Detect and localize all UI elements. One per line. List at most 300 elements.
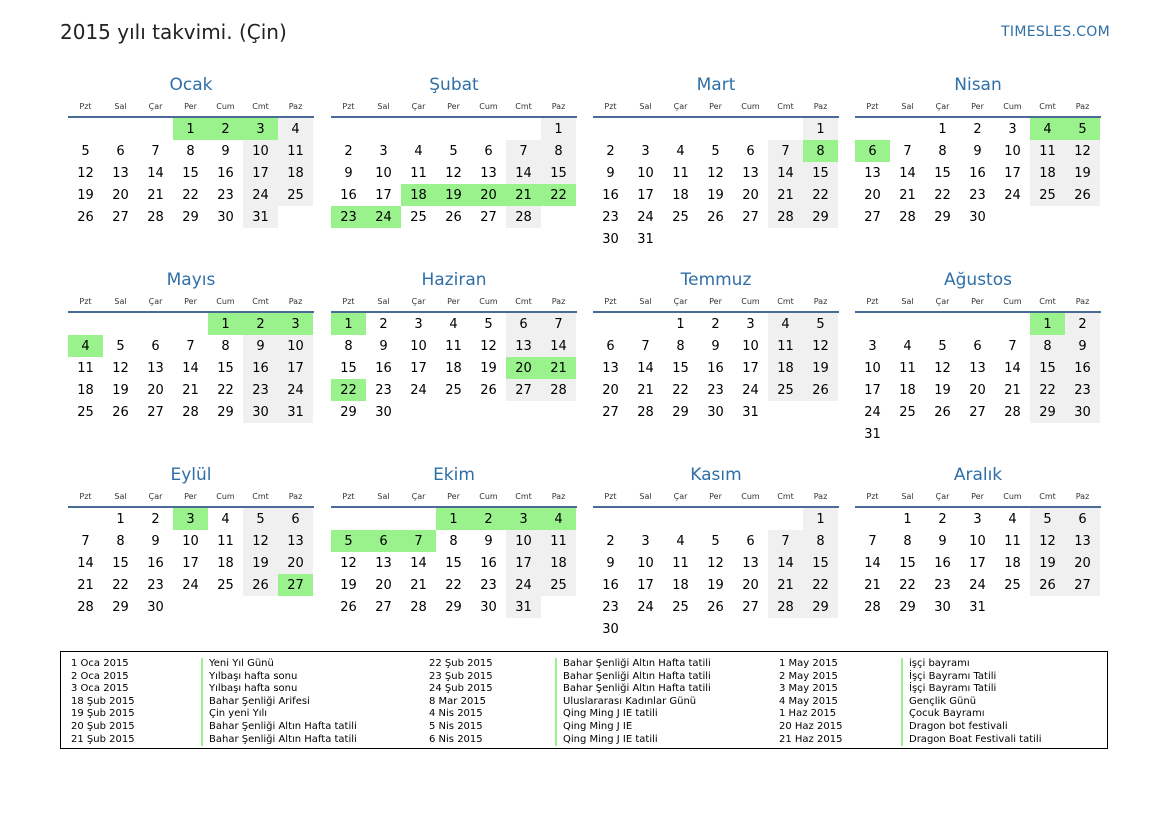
day-cell: 22 [803,184,838,206]
day-grid [331,508,577,618]
day-cell: 28 [182,404,199,420]
legend-holiday-name: Qing Ming J IE tatili [555,734,711,747]
page-title: 2015 yılı takvimi. (Çin) [60,20,287,44]
month-9 [68,463,314,618]
day-cell: 1 [208,313,243,335]
day-cell: 12 [1030,530,1065,552]
weekday-label: Per [447,101,460,111]
day-cell: 25 [1004,577,1021,593]
month-name: Mayıs [166,270,216,290]
day-cell: 11 [1030,140,1065,162]
weekday-label: Pzt [866,296,879,306]
day-cell: 28 [1004,404,1021,420]
day-cell: 5 [711,143,720,159]
day-cell: 14 [1004,360,1021,376]
weekday-label: Per [184,491,197,501]
day-cell: 27 [147,404,164,420]
day-cell: 15 [541,162,576,184]
weekday-label: Per [447,296,460,306]
day-cell: 1 [436,508,471,530]
weekday-label: Cum [1003,296,1022,306]
weekday-label: Sal [114,491,127,501]
day-cell: 29 [217,404,234,420]
day-cell: 1 [803,118,838,140]
day-cell: 13 [112,165,129,181]
day-cell: 20 [742,187,759,203]
weekday-label: Paz [1075,296,1090,306]
day-cell: 4 [676,143,685,159]
day-cell: 3 [278,313,313,335]
day-cell: 24 [506,574,541,596]
month-name: Aralık [953,465,1003,485]
day-cell: 18 [445,360,462,376]
day-cell: 22 [899,577,916,593]
month-name: Kasım [690,465,742,485]
day-cell: 26 [112,404,129,420]
day-cell: 13 [742,555,759,571]
day-cell: 1 [938,121,947,137]
day-cell: 30 [1065,401,1100,423]
day-cell: 12 [77,165,94,181]
day-cell: 24 [366,206,401,228]
day-cell: 11 [445,338,462,354]
day-cell: 29 [934,209,951,225]
day-cell: 31 [243,206,278,228]
day-cell: 11 [278,140,313,162]
legend-holiday-name: Bahar Şenliği Arifesi [201,696,357,709]
weekday-label: Sal [377,296,390,306]
day-cell: 6 [606,338,615,354]
weekday-label: Pzt [866,101,879,111]
empty-cell [593,313,628,335]
weekday-label: Sal [901,296,914,306]
day-cell: 2 [973,121,982,137]
legend-date: 3 Oca 2015 [71,683,129,695]
day-cell: 26 [707,599,724,615]
month-7 [593,268,839,423]
weekday-label: Çar [411,296,426,306]
day-cell: 3 [243,118,278,140]
day-cell: 2 [606,143,615,159]
day-cell: 5 [331,530,366,552]
day-cell: 8 [344,338,353,354]
day-cell: 19 [1065,162,1100,184]
day-cell: 7 [151,143,160,159]
day-cell: 23 [707,382,724,398]
legend-date: 3 May 2015 [779,683,838,695]
day-cell: 24 [637,599,654,615]
day-grid [593,118,839,250]
day-cell: 4 [414,143,423,159]
day-cell: 26 [480,382,497,398]
day-cell: 29 [803,596,838,618]
legend-holiday-name: İşçi Bayramı Tatili [901,683,1041,696]
weekday-label: Per [971,101,984,111]
empty-cell [890,118,925,140]
day-cell: 2 [606,533,615,549]
day-cell: 23 [969,187,986,203]
day-cell: 8 [803,140,838,162]
day-cell: 24 [742,382,759,398]
month-name: Ağustos [944,270,1012,290]
legend-date: 6 Nis 2015 [429,733,483,745]
empty-cell [366,508,401,530]
day-cell: 25 [410,209,427,225]
day-cell: 13 [742,165,759,181]
day-cell: 9 [151,533,160,549]
day-cell: 22 [803,574,838,596]
day-cell: 1 [541,118,576,140]
day-cell: 10 [278,335,313,357]
day-cell: 17 [637,187,654,203]
day-cell: 17 [864,382,881,398]
month-name: Ekim [433,465,475,485]
weekday-label: Paz [288,101,303,111]
empty-cell [366,118,401,140]
empty-cell [890,313,925,335]
day-cell: 23 [480,577,497,593]
day-cell: 16 [969,165,986,181]
day-cell: 19 [707,187,724,203]
legend-holiday-name: Çin yeni Yılı [201,708,357,721]
day-cell: 13 [375,555,392,571]
empty-cell [103,313,138,335]
weekday-label: Cmt [515,296,532,306]
day-cell: 15 [340,360,357,376]
month-6 [331,268,577,423]
day-cell: 8 [1030,335,1065,357]
legend-date: 4 Nis 2015 [429,708,483,720]
day-cell: 15 [217,360,234,376]
month-10 [331,463,577,618]
empty-cell [855,118,890,140]
day-grid [68,313,314,423]
weekday-label: Cum [216,296,235,306]
day-cell: 19 [934,382,951,398]
day-cell: 21 [768,574,803,596]
day-cell: 17 [375,187,392,203]
day-cell: 17 [969,555,986,571]
empty-cell [593,118,628,140]
weekday-label: Cum [741,296,760,306]
day-cell: 24 [969,577,986,593]
day-cell: 3 [1008,121,1017,137]
day-cell: 19 [243,552,278,574]
weekday-label: Çar [148,101,163,111]
day-cell: 23 [375,382,392,398]
day-cell: 6 [116,143,125,159]
weekday-label: Pzt [604,491,617,501]
day-cell: 5 [484,316,493,332]
day-cell: 8 [903,533,912,549]
weekday-label: Paz [288,296,303,306]
day-cell: 21 [768,184,803,206]
day-cell: 28 [899,209,916,225]
empty-cell [138,313,173,335]
day-cell: 30 [602,621,619,637]
day-cell: 27 [1065,574,1100,596]
month-name: Temmuz [680,270,752,290]
day-cell: 2 [1065,313,1100,335]
empty-cell [331,118,366,140]
weekday-header [68,487,314,505]
weekday-label: Cum [479,101,498,111]
day-cell: 17 [1004,165,1021,181]
weekday-label: Cum [1003,491,1022,501]
day-cell: 15 [112,555,129,571]
day-cell: 1 [903,511,912,527]
weekday-label: Cum [479,491,498,501]
day-cell: 27 [480,209,497,225]
day-cell: 18 [278,162,313,184]
day-cell: 18 [1030,162,1065,184]
legend-date: 21 Şub 2015 [71,733,135,745]
day-grid [855,118,1101,228]
day-cell: 3 [641,143,650,159]
day-cell: 2 [243,313,278,335]
legend-holiday-name: Qing Ming J IE tatili [555,708,711,721]
empty-cell [768,508,803,530]
day-cell: 16 [243,357,278,379]
day-cell: 27 [864,209,881,225]
legend-holiday-name: İşçi Bayramı Tatili [901,671,1041,684]
day-cell: 6 [973,338,982,354]
day-cell: 11 [77,360,94,376]
day-cell: 31 [506,596,541,618]
day-cell: 6 [151,338,160,354]
weekday-label: Pzt [604,296,617,306]
site-link[interactable]: TIMESLES.COM [1001,24,1110,40]
weekday-label: Çar [148,491,163,501]
day-cell: 22 [934,187,951,203]
day-cell: 12 [445,165,462,181]
legend-date: 5 Nis 2015 [429,720,483,732]
day-cell: 14 [768,162,803,184]
day-cell: 15 [934,165,951,181]
day-cell: 7 [186,338,195,354]
day-cell: 31 [969,599,986,615]
day-grid [331,118,577,228]
empty-cell [68,313,103,335]
legend-holiday-name: Bahar Şenliği Altın Hafta tatili [555,658,711,671]
weekday-label: Cmt [515,491,532,501]
day-cell: 7 [768,530,803,552]
legend-holiday-name: Dragon Boat Festivali tatili [901,734,1041,747]
month-12 [855,463,1101,618]
day-cell: 12 [803,335,838,357]
day-cell: 30 [707,404,724,420]
day-cell: 2 [344,143,353,159]
weekday-header [331,292,577,310]
day-cell: 12 [934,360,951,376]
day-cell: 16 [217,165,234,181]
legend-date: 19 Şub 2015 [71,708,135,720]
day-cell: 21 [77,577,94,593]
day-cell: 11 [672,165,689,181]
legend-date: 21 Haz 2015 [779,733,843,745]
weekday-label: Cum [479,296,498,306]
day-cell: 7 [868,533,877,549]
day-cell: 27 [602,404,619,420]
day-cell: 22 [331,379,366,401]
day-cell: 30 [934,599,951,615]
day-cell: 7 [81,533,90,549]
empty-cell [401,508,436,530]
weekday-label: Per [971,296,984,306]
day-cell: 12 [243,530,278,552]
day-cell: 25 [768,379,803,401]
day-cell: 24 [864,404,881,420]
day-cell: 29 [672,404,689,420]
weekday-label: Sal [114,296,127,306]
empty-cell [733,118,768,140]
empty-cell [768,118,803,140]
day-cell: 22 [182,187,199,203]
day-cell: 20 [278,552,313,574]
day-cell: 4 [278,118,313,140]
day-cell: 9 [606,165,615,181]
day-cell: 14 [637,360,654,376]
weekday-header [593,487,839,505]
month-5 [68,268,314,423]
day-cell: 31 [637,231,654,247]
legend-date: 20 Şub 2015 [71,720,135,732]
day-cell: 26 [77,209,94,225]
day-cell: 15 [899,555,916,571]
day-cell: 25 [445,382,462,398]
day-cell: 9 [379,338,388,354]
weekday-label: Cmt [252,491,269,501]
day-cell: 7 [1008,338,1017,354]
day-cell: 15 [182,165,199,181]
day-cell: 4 [221,511,230,527]
day-cell: 9 [484,533,493,549]
day-cell: 4 [1030,118,1065,140]
day-cell: 19 [340,577,357,593]
day-cell: 10 [864,360,881,376]
day-cell: 23 [147,577,164,593]
day-cell: 26 [445,209,462,225]
month-name: Ocak [169,75,213,95]
legend-holiday-name: Dragon bot festivali [901,721,1041,734]
day-cell: 10 [375,165,392,181]
empty-cell [506,118,541,140]
empty-cell [698,508,733,530]
legend-names-col [555,658,711,746]
weekday-header [855,292,1101,310]
day-cell: 29 [803,206,838,228]
weekday-header [855,487,1101,505]
empty-cell [628,118,663,140]
weekday-label: Sal [114,101,127,111]
weekday-label: Cmt [777,101,794,111]
day-cell: 19 [77,187,94,203]
day-cell: 29 [445,599,462,615]
empty-cell [995,313,1030,335]
day-cell: 29 [340,404,357,420]
day-cell: 21 [182,382,199,398]
weekday-label: Pzt [79,296,92,306]
legend-date: 24 Şub 2015 [429,683,493,695]
day-cell: 9 [243,335,278,357]
weekday-label: Per [971,491,984,501]
day-cell: 4 [68,335,103,357]
empty-cell [331,508,366,530]
weekday-label: Paz [288,491,303,501]
day-cell: 17 [182,555,199,571]
day-cell: 18 [672,577,689,593]
day-cell: 15 [803,162,838,184]
day-cell: 20 [1065,552,1100,574]
weekday-label: Pzt [79,491,92,501]
day-cell: 7 [401,530,436,552]
day-cell: 6 [746,143,755,159]
weekday-label: Çar [935,491,950,501]
day-cell: 13 [969,360,986,376]
day-cell: 4 [541,508,576,530]
day-grid [593,508,839,640]
day-cell: 8 [449,533,458,549]
day-cell: 20 [471,184,506,206]
month-11 [593,463,839,640]
day-cell: 9 [221,143,230,159]
day-cell: 16 [147,555,164,571]
day-cell: 28 [410,599,427,615]
day-cell: 17 [410,360,427,376]
empty-cell [103,118,138,140]
month-4 [855,73,1101,228]
weekday-label: Cmt [252,101,269,111]
day-cell: 27 [112,209,129,225]
day-cell: 14 [541,335,576,357]
day-cell: 14 [768,552,803,574]
day-cell: 20 [864,187,881,203]
day-cell: 16 [602,187,619,203]
legend-date: 1 Oca 2015 [71,658,129,669]
empty-cell [471,118,506,140]
day-cell: 13 [278,530,313,552]
day-cell: 7 [506,140,541,162]
legend-dates-col [71,658,135,746]
day-cell: 11 [672,555,689,571]
day-cell: 25 [217,577,234,593]
weekday-label: Cum [216,491,235,501]
day-cell: 29 [112,599,129,615]
weekday-header [68,292,314,310]
day-cell: 3 [379,143,388,159]
day-cell: 11 [541,530,576,552]
empty-cell [663,508,698,530]
day-cell: 14 [147,165,164,181]
weekday-label: Paz [551,296,566,306]
day-cell: 20 [969,382,986,398]
day-cell: 11 [410,165,427,181]
day-cell: 18 [899,382,916,398]
weekday-label: Sal [901,101,914,111]
day-cell: 8 [541,140,576,162]
day-cell: 18 [541,552,576,574]
month-1 [68,73,314,228]
day-cell: 5 [803,313,838,335]
legend-holiday-name: Bahar Şenliği Altın Hafta tatili [555,671,711,684]
legend-dates-col [429,658,493,746]
day-cell: 22 [672,382,689,398]
day-cell: 19 [803,357,838,379]
day-cell: 6 [484,143,493,159]
day-cell: 13 [864,165,881,181]
day-cell: 28 [541,379,576,401]
month-name: Nisan [954,75,1002,95]
